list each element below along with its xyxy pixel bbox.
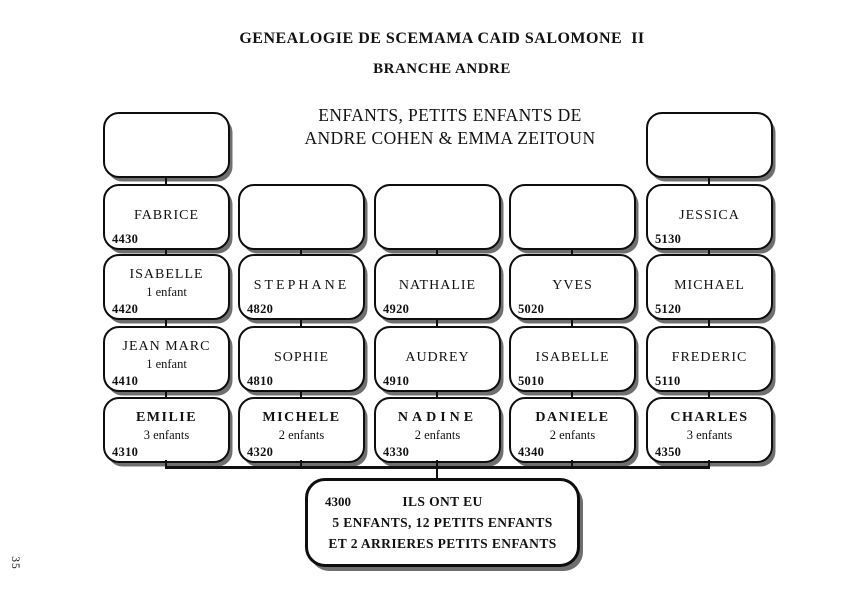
- person-name: STEPHANE: [253, 278, 350, 293]
- connector: [708, 248, 710, 256]
- person-children-count: 1 enfant: [146, 357, 187, 371]
- person-box-jessica: [646, 184, 773, 250]
- person-name: FREDERIC: [671, 350, 748, 365]
- person-name: JESSICA: [679, 208, 740, 223]
- person-name: CHARLES: [670, 410, 749, 425]
- person-name: ISABELLE: [129, 267, 204, 282]
- connector: [300, 390, 302, 399]
- person-box-emilie: [103, 397, 230, 463]
- person-code: 4310: [112, 445, 139, 459]
- connector: [571, 318, 573, 328]
- connector: [165, 248, 167, 256]
- person-box-michele: [238, 397, 365, 463]
- empty-box-top-right: [646, 112, 773, 178]
- empty-box-top-left: [103, 112, 230, 178]
- person-box-isabelle-5010: [509, 326, 636, 392]
- connector: [436, 390, 438, 399]
- person-code: 4810: [247, 374, 274, 388]
- person-code: 4330: [383, 445, 410, 459]
- person-box-frederic: [646, 326, 773, 392]
- person-code: 4910: [383, 374, 410, 388]
- person-box-audrey: [374, 326, 501, 392]
- person-box-michael: [646, 254, 773, 320]
- connector: [708, 176, 710, 186]
- person-name: NADINE: [397, 410, 478, 425]
- person-children-count: 3 enfants: [143, 428, 190, 442]
- connector: [708, 390, 710, 399]
- person-code: 4350: [655, 445, 682, 459]
- person-box-charles: [646, 397, 773, 463]
- person-children-count: 2 enfants: [549, 428, 596, 442]
- page-subtitle-branch: BRANCHE ANDRE: [373, 61, 511, 77]
- person-name: JEAN MARC: [122, 339, 211, 354]
- summary-line2: 5 ENFANTS, 12 PETITS ENFANTS: [332, 515, 553, 530]
- person-children-count: 2 enfants: [278, 428, 325, 442]
- person-name: MICHELE: [262, 410, 341, 425]
- connector: [436, 248, 438, 256]
- person-name: NATHALIE: [398, 278, 477, 293]
- connector: [436, 318, 438, 328]
- connector: [165, 390, 167, 399]
- person-code: 4340: [518, 445, 545, 459]
- person-code: 4820: [247, 302, 274, 316]
- person-box-nathalie: [374, 254, 501, 320]
- person-code: 5130: [655, 232, 682, 246]
- person-name: AUDREY: [405, 350, 470, 365]
- summary-box: [305, 478, 580, 567]
- person-box-stephane: [238, 254, 365, 320]
- empty-box-row2-col4: [509, 184, 636, 250]
- page-title: GENEALOGIE DE SCEMAMA CAID SALOMONE II: [239, 30, 645, 47]
- person-code: 4420: [112, 302, 139, 316]
- person-code: 5020: [518, 302, 545, 316]
- person-name: FABRICE: [133, 208, 200, 223]
- person-code: 5110: [655, 374, 681, 388]
- person-code: 5010: [518, 374, 545, 388]
- person-name: DANIELE: [535, 410, 610, 425]
- summary-code: 4300: [325, 494, 351, 509]
- person-box-daniele: [509, 397, 636, 463]
- empty-box-row2-col3: [374, 184, 501, 250]
- person-box-yves: [509, 254, 636, 320]
- connector: [300, 248, 302, 256]
- connector: [571, 390, 573, 399]
- connector: [165, 176, 167, 186]
- chart-heading-line2: ANDRE COHEN & EMMA ZEITOUN: [304, 128, 596, 148]
- page-number: 35: [8, 556, 21, 570]
- person-children-count: 2 enfants: [414, 428, 461, 442]
- person-code: 4320: [247, 445, 274, 459]
- chart-heading-line1: ENFANTS, PETITS ENFANTS DE: [318, 105, 582, 125]
- summary-line1: ILS ONT EU: [402, 494, 483, 509]
- person-children-count: 3 enfants: [686, 428, 733, 442]
- connector: [571, 248, 573, 256]
- empty-box-row2-col2: [238, 184, 365, 250]
- summary-line3: ET 2 ARRIERES PETITS ENFANTS: [328, 536, 557, 551]
- connector: [165, 318, 167, 328]
- connector: [708, 318, 710, 328]
- connector: [300, 318, 302, 328]
- person-name: SOPHIE: [273, 350, 329, 365]
- person-box-nadine: [374, 397, 501, 463]
- person-box-sophie: [238, 326, 365, 392]
- person-name: YVES: [552, 278, 593, 293]
- person-name: EMILIE: [135, 410, 198, 425]
- person-code: 4920: [383, 302, 410, 316]
- person-code: 4430: [112, 232, 139, 246]
- person-code: 4410: [112, 374, 139, 388]
- person-children-count: 1 enfant: [146, 285, 187, 299]
- person-box-fabrice: [103, 184, 230, 250]
- person-name: ISABELLE: [535, 350, 610, 365]
- person-box-jean-marc: [103, 326, 230, 392]
- person-code: 5120: [655, 302, 682, 316]
- person-name: MICHAEL: [674, 278, 745, 293]
- person-box-isabelle-4420: [103, 254, 230, 320]
